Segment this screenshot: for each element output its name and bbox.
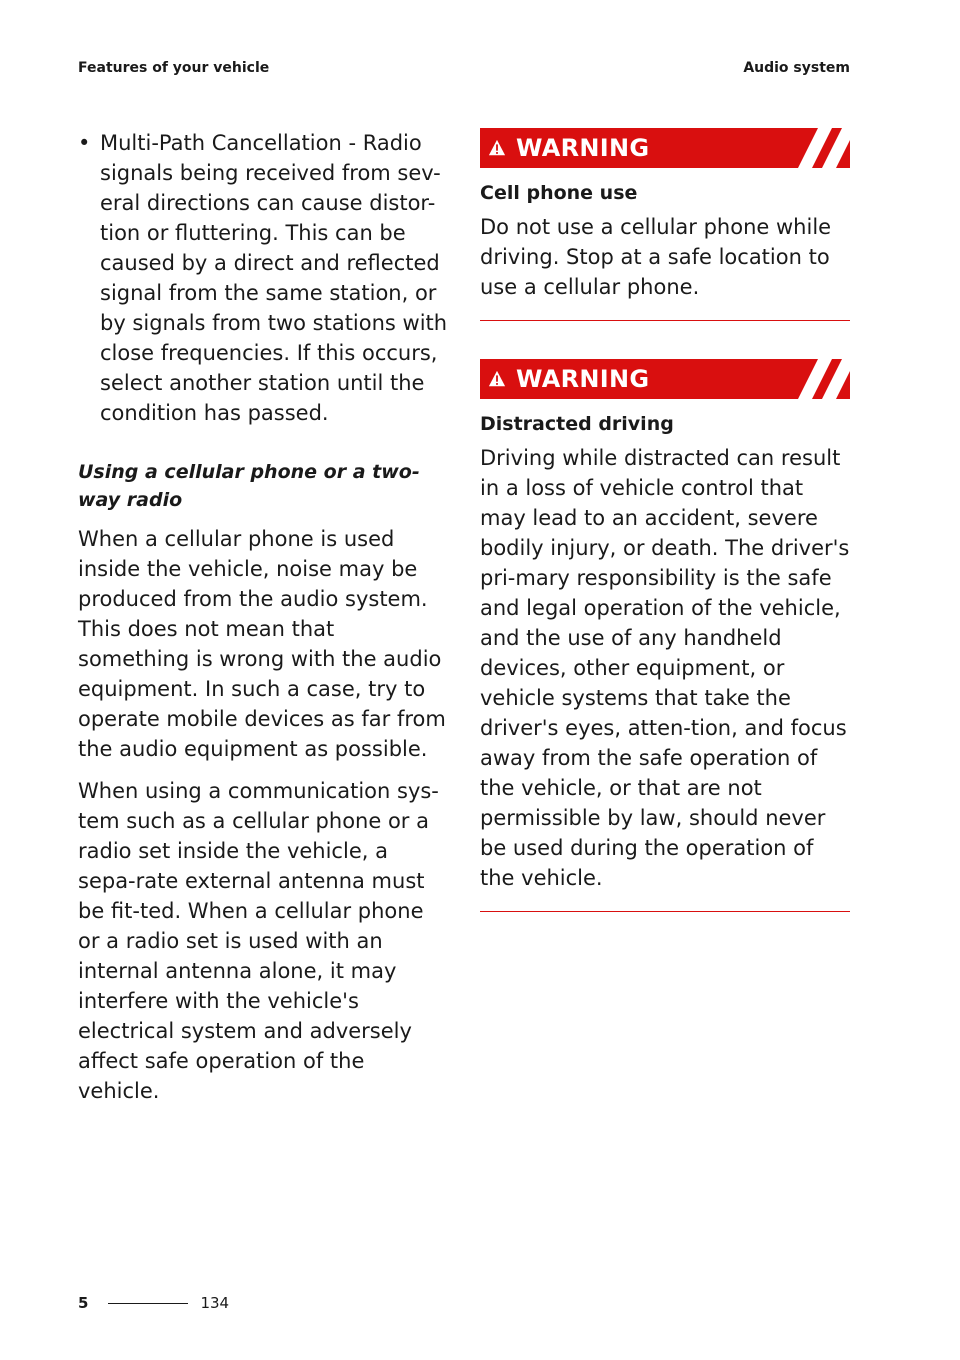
warning-banner: [480, 359, 850, 399]
section-subheading: Using a cellular phone or a two-way radio: [78, 461, 420, 511]
page-number: 134: [200, 1294, 230, 1312]
page-footer: [78, 1294, 229, 1312]
warning-triangle-icon: [488, 370, 506, 388]
warning-divider: [480, 911, 850, 912]
warning-stripes: [790, 128, 850, 168]
warning-box: [480, 128, 850, 321]
bullet-item: [78, 128, 450, 428]
warning-body: Do not use a cellular phone while driving. Stop at a safe location to use a cellular phone.: [480, 215, 832, 299]
warning-label: WARNING: [516, 134, 650, 162]
warning-stripes: [790, 359, 850, 399]
warning-label: WARNING: [516, 365, 650, 393]
warning-body: Driving while distracted can result in a loss of vehicle control that may lead to an accident, severe bodily injury, or death. The driver's pri-mary responsibility is the safe and legal operation of the vehicle, and the use of any handheld devices, other equipment, or vehicle systems that take the driver's eyes, atten-tion, and focus away from the safe operation of the vehicle, or that are not permissible by law, should never be used during the operation of the vehicle.: [480, 446, 850, 890]
warning-divider: [480, 320, 850, 321]
warning-triangle-icon: [488, 139, 506, 157]
right-column: [480, 128, 850, 950]
running-header-chapter: Features of your vehicle: [78, 60, 270, 76]
bullet-text: Multi-Path Cancellation - Radio signals being received from sev-eral directions can cause distor-tion or fluttering. This can be caused by a direct and reflected signal from the same station, or by signals from two stations with close frequencies. If this occurs, select another station until the condition has passed.: [100, 131, 448, 425]
warning-title: Cell phone use: [480, 182, 638, 204]
warning-box: [480, 359, 850, 912]
bullet-dot: •: [78, 131, 91, 155]
running-header-section: Audio system: [743, 60, 850, 76]
chapter-number: 5: [78, 1294, 89, 1312]
paragraph: When a cellular phone is used inside the vehicle, noise may be produced from the audio system. This does not mean that something is wrong with the audio equipment. In such a case, try to operate mobile devices as far from the audio equipment as possible.: [78, 527, 446, 761]
warning-banner: [480, 128, 850, 168]
footer-rule: [108, 1303, 188, 1304]
paragraph: When using a communication sys-tem such as a cellular phone or a radio set inside the vehicle, a sepa-rate external antenna must be fit-ted. When a cellular phone or a radio set is used with an internal antenna alone, it may interfere with the vehicle's electrical system and adversely affect safe operation of the vehicle.: [78, 779, 439, 1103]
warning-title: Distracted driving: [480, 413, 674, 435]
left-column: [78, 128, 450, 1118]
